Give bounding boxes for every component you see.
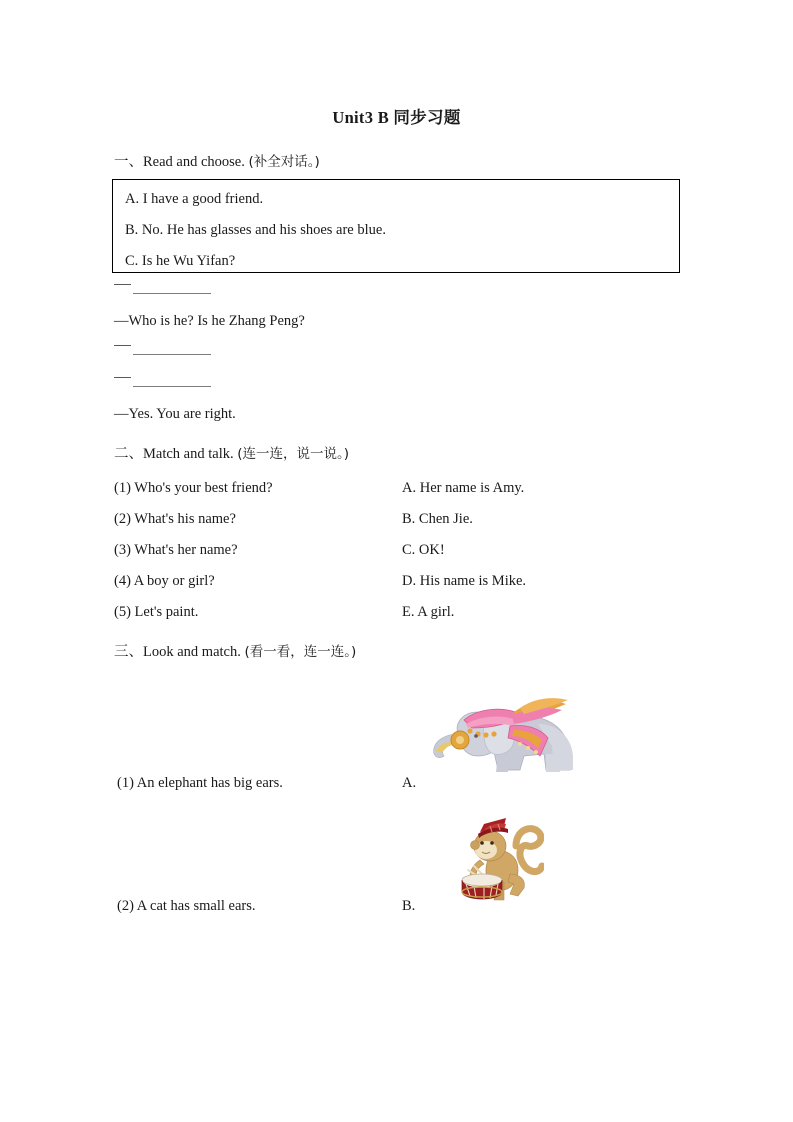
- match-question-3[interactable]: (3) What's her name?: [114, 542, 238, 558]
- section-two-index: 二、: [114, 446, 143, 462]
- section-three-title-cn: (看一看，连一连。): [244, 644, 357, 660]
- look-match-letter-a[interactable]: A.: [402, 775, 417, 791]
- match-answer-c[interactable]: C. OK!: [402, 542, 445, 558]
- dialogue-line-2: —Who is he? Is he Zhang Peng?: [114, 313, 305, 329]
- look-match-caption-2[interactable]: (2) A cat has small ears.: [117, 898, 256, 914]
- decorated-elephant-picture[interactable]: [428, 694, 576, 772]
- match-question-2[interactable]: (2) What's his name?: [114, 511, 236, 527]
- match-question-1[interactable]: (1) Who's your best friend?: [114, 480, 273, 496]
- answer-rule: [133, 293, 211, 294]
- look-match-letter-b[interactable]: B.: [402, 898, 416, 914]
- section-one-index: 一、: [114, 154, 143, 170]
- match-answer-b[interactable]: B. Chen Jie.: [402, 511, 473, 527]
- section-one-title-cn: (补全对话。): [248, 154, 320, 170]
- choice-option-a: A. I have a good friend.: [125, 191, 264, 207]
- answer-rule: [133, 386, 211, 387]
- match-answer-d[interactable]: D. His name is Mike.: [402, 573, 527, 589]
- choice-option-b: B. No. He has glasses and his shoes are blue.: [125, 222, 386, 238]
- page-title: Unit3 B 同步习题: [332, 108, 461, 127]
- section-one-title-en: Read and choose.: [143, 154, 245, 170]
- dash-mark: [114, 377, 131, 378]
- drumming-monkey-picture[interactable]: [460, 816, 544, 902]
- section-three-title-en: Look and match.: [143, 644, 241, 660]
- section-three-heading: [114, 640, 356, 661]
- match-question-5[interactable]: (5) Let's paint.: [114, 604, 199, 620]
- section-two-title-en: Match and talk.: [143, 446, 234, 462]
- match-answer-e[interactable]: E. A girl.: [402, 604, 455, 620]
- answer-rule: [133, 354, 211, 355]
- choice-options-box: [112, 179, 680, 273]
- dash-mark: [114, 345, 131, 346]
- section-three-index: 三、: [114, 644, 143, 660]
- match-answer-a[interactable]: A. Her name is Amy.: [402, 480, 525, 496]
- match-question-4[interactable]: (4) A boy or girl?: [114, 573, 215, 589]
- dialogue-line-5: —Yes. You are right.: [114, 406, 236, 422]
- section-two-heading: [114, 442, 349, 463]
- section-one-heading: [114, 150, 320, 171]
- section-two-title-cn: (连一连，说一说。): [237, 446, 350, 462]
- look-match-caption-1[interactable]: (1) An elephant has big ears.: [117, 775, 283, 791]
- choice-option-c: C. Is he Wu Yifan?: [125, 253, 236, 269]
- dash-mark: [114, 284, 131, 285]
